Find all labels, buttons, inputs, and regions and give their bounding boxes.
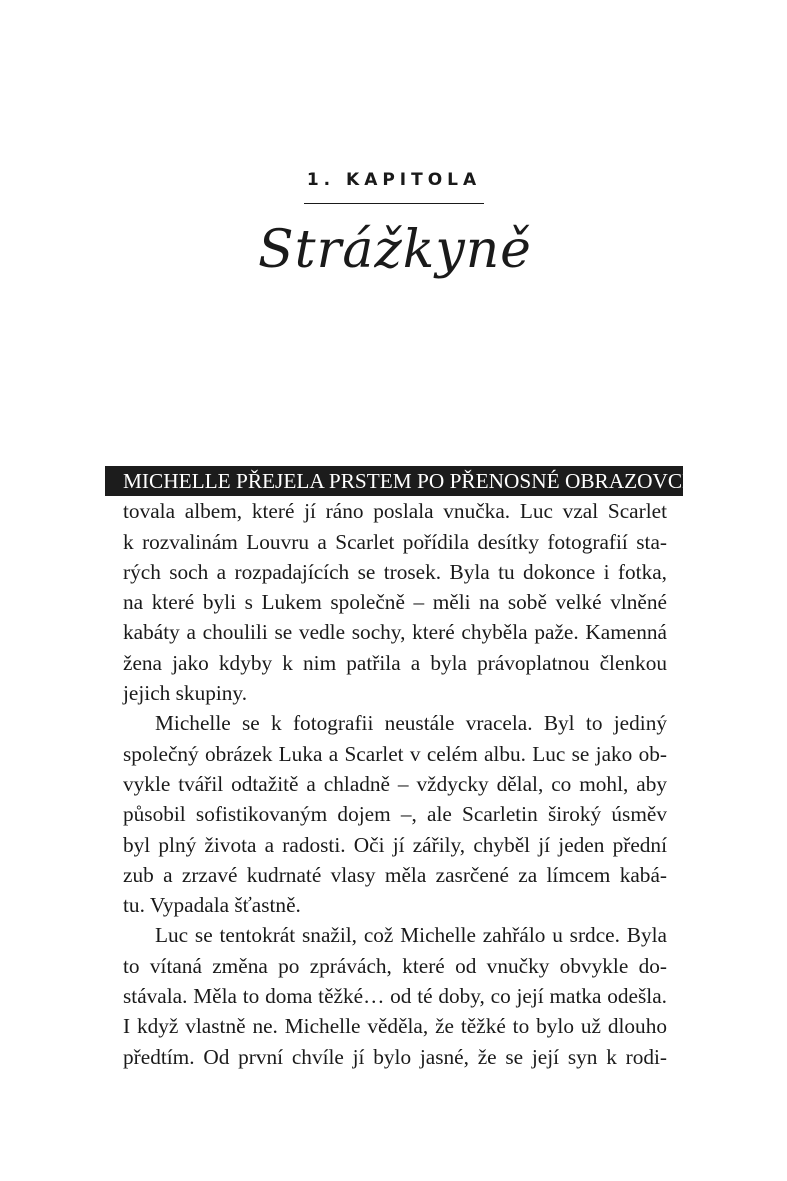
text-line: působil sofistikovaným dojem –, ale Scarletin široký úsměv (123, 802, 667, 827)
text-line: společný obrázek Luka a Scarlet v celém albu. Luc se jako ob- (123, 741, 667, 766)
text-line: jejich skupiny. (123, 681, 248, 706)
text-line: na které byli s Lukem společně – měli na sobě velké vlněné (123, 590, 667, 615)
text-line: vykle tvářil odtažitě a chladně – vždycky dělal, co mohl, aby (123, 771, 667, 796)
text-line: zub a zrzavé kudrnaté vlasy měla zasrčené za límcem kabá- (123, 862, 667, 887)
text-line: žena jako kdyby k nim patřila a byla právoplatnou členkou (123, 650, 667, 675)
text-line: k rozvalinám Louvru a Scarlet pořídila desítky fotografií sta- (123, 529, 667, 554)
opening-line: MICHELLE PŘEJELA PRSTEM PO PŘENOSNÉ OBRAZOVCE A LIS- (105, 466, 683, 496)
chapter-divider (304, 203, 484, 204)
text-line: byl plný života a radosti. Oči jí zářily, chyběl jí jeden přední (123, 832, 667, 857)
text-line: kabáty a choulili se vedle sochy, které chyběla paže. Kamenná (123, 620, 667, 645)
chapter-number: 1. KAPITOLA (306, 170, 482, 190)
text-line: to vítaná změna po zprávách, které od vnučky obvykle do- (123, 953, 667, 978)
text-line: rých soch a rozpadajících se trosek. Byla tu dokonce i fotka, (123, 559, 667, 584)
text-line: tu. Vypadala šťastně. (123, 893, 301, 918)
text-line: Luc se tentokrát snažil, což Michelle zahřálo u srdce. Byla (155, 923, 667, 948)
chapter-body (105, 466, 758, 1072)
text-line: stávala. Měla to doma těžké… od té doby, co její matka odešla. (123, 984, 667, 1009)
text-line: Michelle se k fotografii neustále vracela. Byl to jediný (155, 711, 667, 736)
text-line: tovala albem, které jí ráno poslala vnučka. Luc vzal Scarlet (123, 499, 667, 524)
text-line: předtím. Od první chvíle jí bylo jasné, že se její syn k rodi- (123, 1044, 667, 1069)
chapter-title: Strážkyně (258, 220, 532, 280)
text-line: I když vlastně ne. Michelle věděla, že těžké to bylo už dlouho (123, 1014, 667, 1039)
